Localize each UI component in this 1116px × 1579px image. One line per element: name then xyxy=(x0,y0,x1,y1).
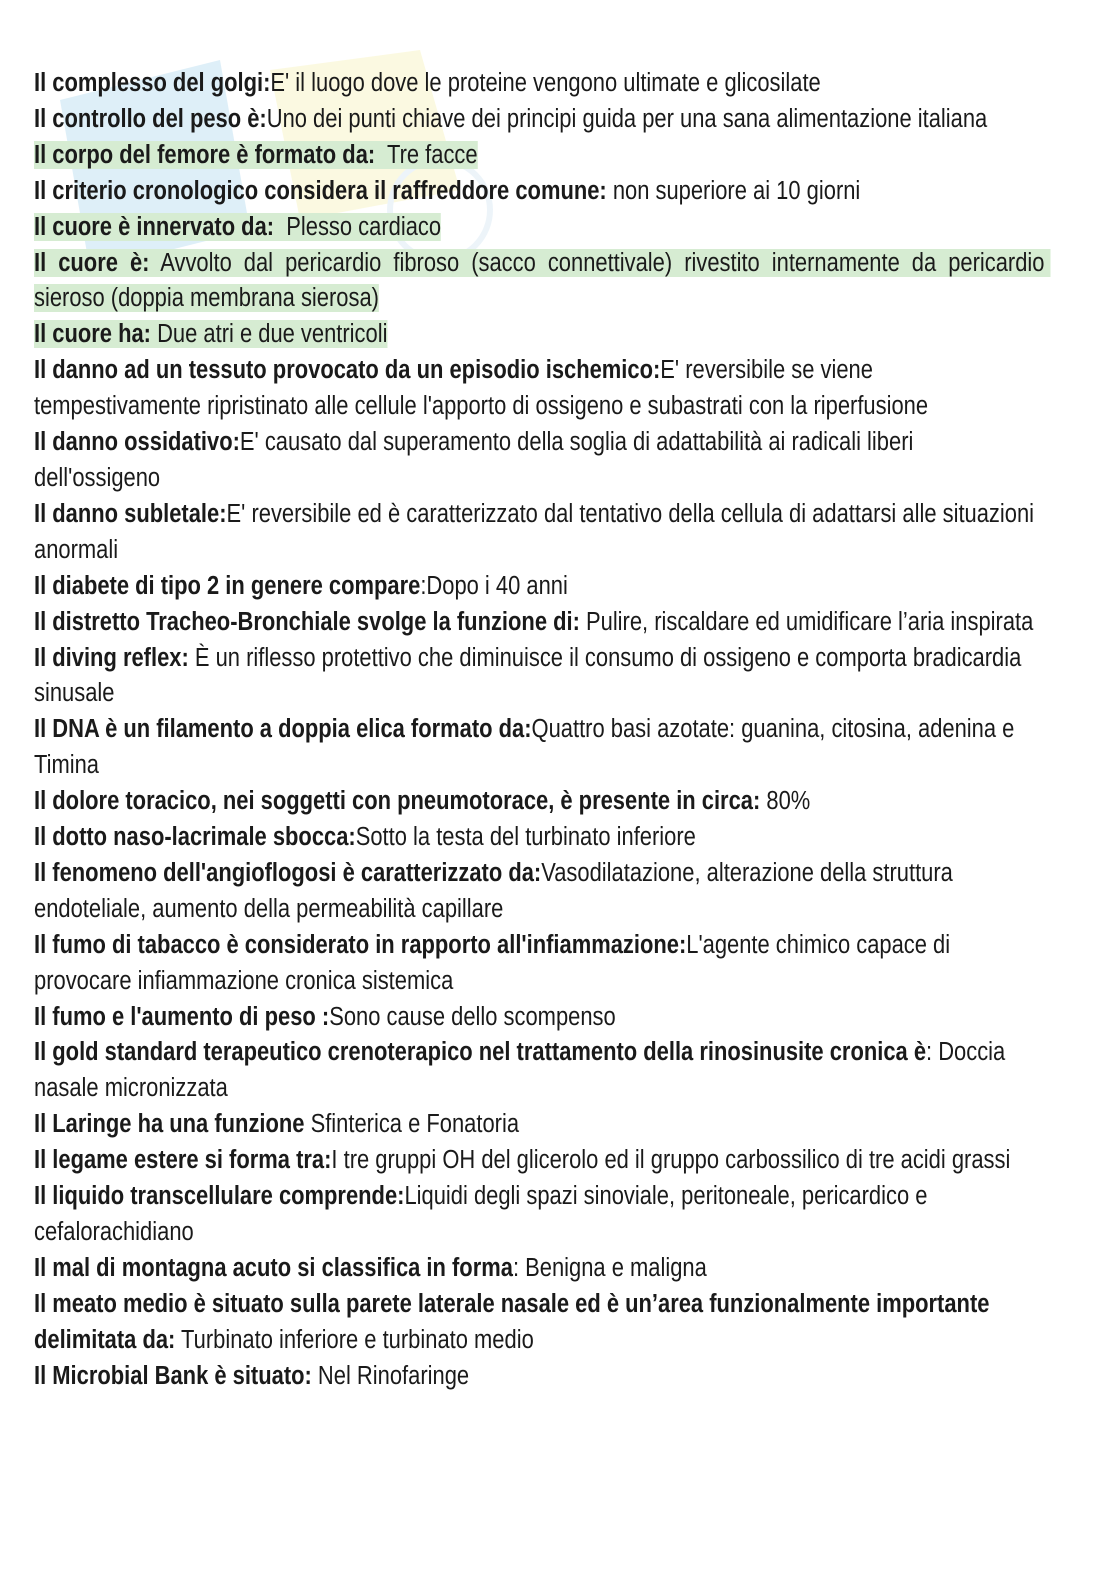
entry-question: Il fenomeno dell'angioflogosi è caratterizzato da: xyxy=(34,858,542,887)
qa-entry xyxy=(34,317,1045,353)
entry-answer: I tre gruppi OH del glicerolo ed il gruppo carbossilico di tre acidi grassi xyxy=(331,1146,1011,1175)
entry-question: Il meato medio è situato sulla parete laterale nasale ed è un’area funzionalmente importante delimitata da: xyxy=(34,1289,990,1354)
highlighted-text xyxy=(34,213,441,241)
entry-answer: Avvolto dal pericardio fibroso (sacco connettivale) rivestito internamente da pericardio sieroso (doppia membrana sierosa) xyxy=(34,248,1051,313)
entry-text xyxy=(34,177,860,205)
entry-question: Il mal di montagna acuto si classifica in forma xyxy=(34,1253,513,1282)
entry-question: Il cuore ha: xyxy=(34,320,151,349)
qa-entry xyxy=(34,138,1045,174)
entry-question: Il fumo di tabacco è considerato in rapporto all'infiammazione: xyxy=(34,930,687,959)
entry-answer: Plesso cardiaco xyxy=(274,212,442,241)
entry-answer: Sfinterica e Fonatoria xyxy=(304,1110,520,1139)
qa-entry xyxy=(34,1287,1045,1359)
entry-answer: Pulire, riscaldare ed umidificare l’aria inspirata xyxy=(579,607,1034,636)
entry-text xyxy=(34,500,1040,564)
highlighted-text xyxy=(34,249,1051,313)
entry-question: Il Laringe ha una funzione xyxy=(34,1110,305,1139)
entry-question: Il Microbial Bank è situato: xyxy=(34,1361,312,1390)
entry-answer: : Benigna e maligna xyxy=(512,1253,707,1282)
qa-entry xyxy=(34,928,1045,1000)
qa-entry xyxy=(34,353,1045,425)
entry-question: Il legame estere si forma tra: xyxy=(34,1146,332,1175)
entry-answer: Uno dei punti chiave dei principi guida per una sana alimentazione italiana xyxy=(266,104,988,133)
qa-entry xyxy=(34,497,1045,569)
entry-text xyxy=(34,69,821,97)
entry-text xyxy=(34,608,1033,636)
entry-question: Il fumo e l'aumento di peso : xyxy=(34,1002,330,1031)
entry-answer: Vasodilatazione, alterazione della struttura endoteliale, aumento della permeabilità capillare xyxy=(34,858,959,923)
qa-entry xyxy=(34,66,1045,102)
entry-answer: E' reversibile ed è caratterizzato dal tentativo della cellula di adattarsi alle situazioni anormali xyxy=(34,499,1041,564)
qa-entry xyxy=(34,712,1045,784)
qa-entry xyxy=(34,425,1045,497)
entry-question: Il corpo del femore è formato da: xyxy=(34,140,376,169)
entry-text xyxy=(34,1290,989,1354)
highlighted-text xyxy=(34,320,387,348)
entry-answer: L'agente chimico capace di provocare infiammazione cronica sistemica xyxy=(34,930,957,995)
entry-answer: Due atri e due ventricoli xyxy=(150,320,388,349)
entry-answer: Liquidi degli spazi sinoviale, peritoneale, pericardico e cefalorachidiano xyxy=(34,1182,934,1246)
entry-answer: Sono cause dello scompenso xyxy=(329,1002,616,1031)
entry-text xyxy=(34,1038,1011,1102)
qa-entry xyxy=(34,210,1045,246)
qa-entry xyxy=(34,1359,1045,1395)
qa-entry xyxy=(34,605,1045,641)
entry-text xyxy=(34,1146,1010,1174)
qa-entry xyxy=(34,1251,1045,1287)
entry-question: Il cuore è: xyxy=(34,248,150,277)
entry-question: Il danno ad un tessuto provocato da un episodio ischemico: xyxy=(34,356,661,385)
entry-question: Il dotto naso-lacrimale sbocca: xyxy=(34,823,356,852)
qa-entry xyxy=(34,1000,1045,1036)
entry-answer: È un riflesso protettivo che diminuisce il consumo di ossigeno e comporta bradicardia sinusale xyxy=(34,643,1028,708)
entry-text xyxy=(34,572,568,600)
qa-entry xyxy=(34,1179,1045,1251)
entry-text xyxy=(34,1254,707,1282)
qa-entry xyxy=(34,1143,1045,1179)
highlighted-text xyxy=(34,141,478,169)
entry-answer: non superiore ai 10 giorni xyxy=(606,176,861,205)
entry-text xyxy=(34,931,956,995)
entry-text xyxy=(34,823,696,851)
entry-question: Il diving reflex: xyxy=(34,643,189,672)
entry-answer: E' causato dal superamento della soglia di adattabilità ai radicali liberi dell'ossigeno xyxy=(34,428,920,492)
entry-text xyxy=(34,715,1020,779)
entry-text xyxy=(34,1003,616,1031)
entry-question: Il distretto Tracheo-Bronchiale svolge la funzione di: xyxy=(34,607,580,636)
qa-entry xyxy=(34,1107,1045,1143)
entry-question: Il cuore è innervato da: xyxy=(34,212,275,241)
qa-entry xyxy=(34,856,1045,928)
entry-answer: Turbinato inferiore e turbinato medio xyxy=(175,1325,534,1354)
entry-question: Il liquido transcellulare comprende: xyxy=(34,1182,405,1211)
entry-question: Il danno ossidativo: xyxy=(34,428,240,457)
entry-question: Il criterio cronologico considera il raffreddore comune: xyxy=(34,176,607,205)
entry-text xyxy=(34,1110,519,1138)
entry-question: Il dolore toracico, nei soggetti con pneumotorace, è presente in circa: xyxy=(34,787,761,816)
entry-question: Il DNA è un filamento a doppia elica formato da: xyxy=(34,715,532,744)
entry-question: Il controllo del peso è: xyxy=(34,104,267,133)
entry-text xyxy=(34,644,1027,708)
entry-question: Il diabete di tipo 2 in genere compare xyxy=(34,571,421,600)
entry-answer: :Dopo i 40 anni xyxy=(420,571,568,600)
entry-question: Il gold standard terapeutico crenoterapico nel trattamento della rinosinusite cronica è xyxy=(34,1038,927,1067)
qa-entry xyxy=(34,1035,1045,1107)
entry-text xyxy=(34,1182,934,1246)
entry-text xyxy=(34,356,928,420)
entry-text xyxy=(34,787,810,815)
entry-answer: Tre facce xyxy=(375,140,478,169)
entry-answer: 80% xyxy=(760,787,811,816)
qa-entry xyxy=(34,641,1045,713)
entry-text xyxy=(34,428,919,492)
qa-entry xyxy=(34,102,1045,138)
qa-entry xyxy=(34,784,1045,820)
qa-entry xyxy=(34,174,1045,210)
qa-entry xyxy=(34,246,1051,318)
entry-answer: Sotto la testa del turbinato inferiore xyxy=(355,823,696,852)
entry-answer: : Doccia nasale micronizzata xyxy=(34,1038,1012,1103)
document-body xyxy=(34,66,1051,1395)
entry-question: Il danno subletale: xyxy=(34,499,227,528)
entry-answer: E' reversibile se viene tempestivamente ripristinato alle cellule l'apporto di ossigeno e subastrati con la riperfusione xyxy=(34,356,929,421)
entry-answer: Nel Rinofaringe xyxy=(311,1361,470,1390)
entry-answer: Quattro basi azotate: guanina, citosina, adenina e Timina xyxy=(34,715,1021,780)
entry-text xyxy=(34,105,987,133)
qa-entry xyxy=(34,820,1045,856)
entry-answer: E' il luogo dove le proteine vengono ultimate e glicosilate xyxy=(270,69,821,97)
qa-entry xyxy=(34,569,1045,605)
entry-text xyxy=(34,1362,469,1390)
entry-text xyxy=(34,859,959,923)
entry-question: Il complesso del golgi: xyxy=(34,69,271,97)
